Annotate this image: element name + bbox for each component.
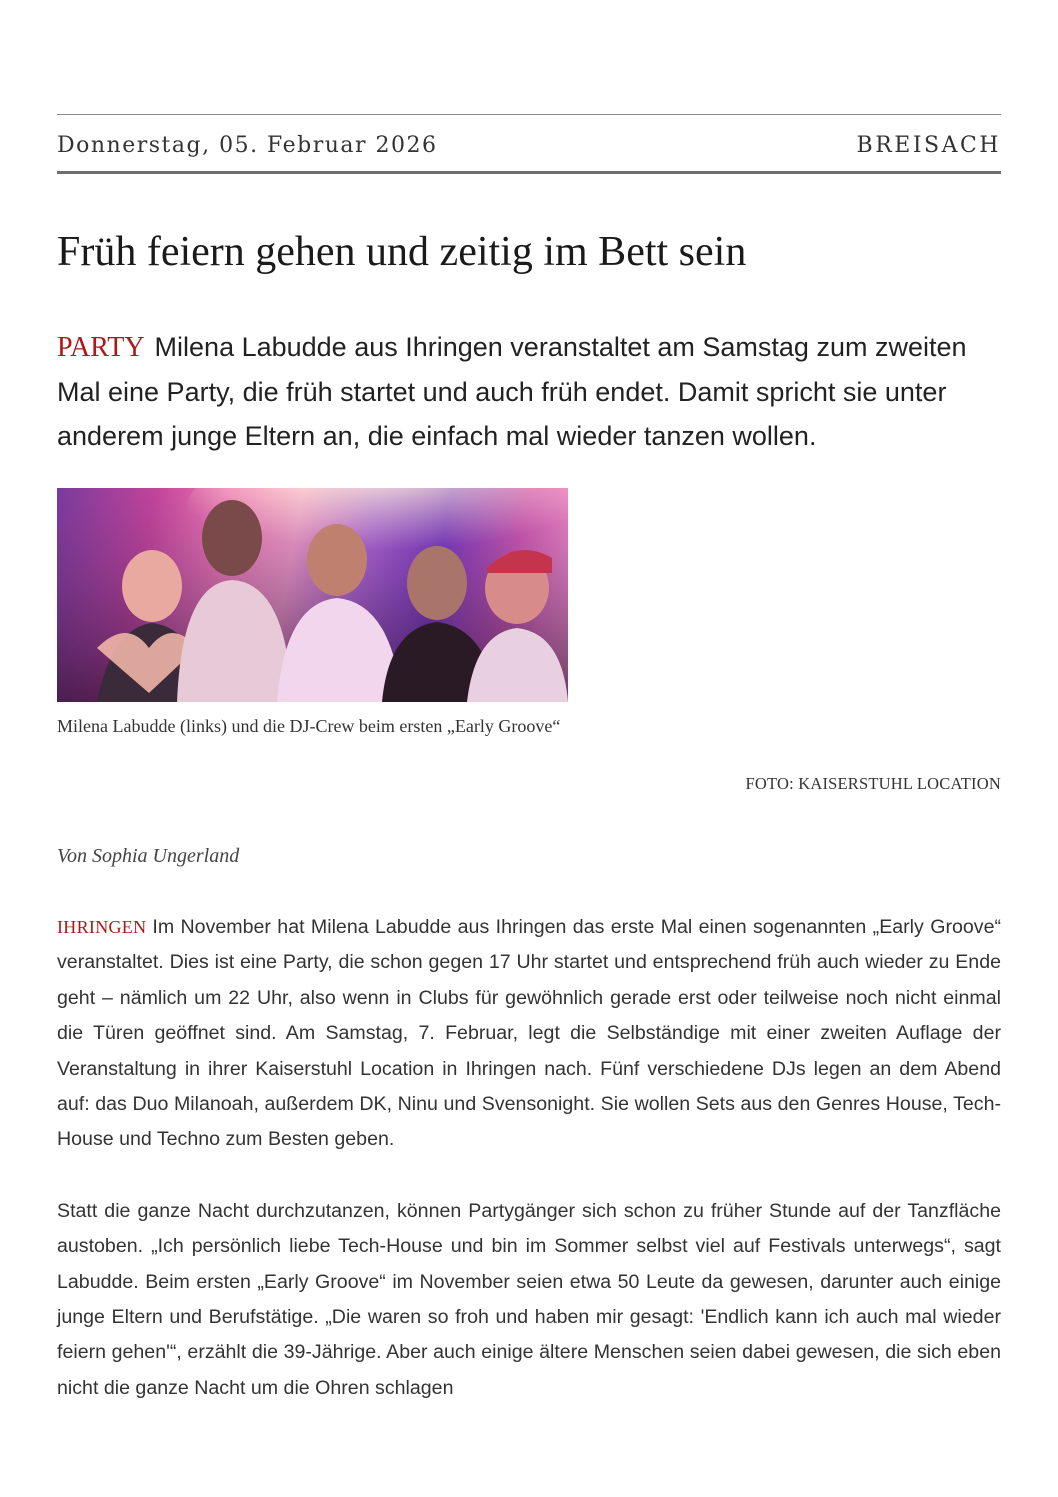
page-header — [57, 133, 1001, 163]
photo-credit: FOTO: KAISERSTUHL LOCATION — [745, 774, 1001, 793]
article-photo — [57, 488, 568, 702]
issue-date: Donnerstag, 05. Februar 2026 — [57, 133, 438, 158]
section-name: BREISACH — [856, 133, 1001, 158]
article-paragraph — [57, 910, 1001, 1158]
paragraph-text: Im November hat Milena Labudde aus Ihringen das erste Mal einen sogenannten „Early Groove“ veranstaltet. Dies ist eine Party, die schon gegen 17 Uhr startet und entsprechend früh auch wieder zu Ende geht – nämlich um 22 Uhr, also wenn in Clubs für gewöhnlich gerade erst oder teilweise noch nicht einmal die Türen geöffnet sind. Am Samstag, 7. Februar, legt die Selbständige mit einer zweiten Auflage der Veranstaltung in ihrer Kaiserstuhl Location in Ihringen nach. Fünf verschiedene DJs legen an dem Abend auf: das Duo Milanoah, außerdem DK, Ninu und Svensonight. Sie wollen Sets aus den Genres House, Tech-House und Techno zum Besten geben. — [57, 916, 1001, 1151]
dateline-place: IHRINGEN — [57, 917, 147, 937]
paragraph-text: Statt die ganze Nacht durchzutanzen, können Partygänger sich schon zu früher Stunde auf der Tanzfläche austoben. „Ich persönlich liebe Tech-House und bin im Sommer selbst viel auf Festivals unterwegs“, sagt Labudde. Beim ersten „Early Groove“ im November seien etwa 50 Leute da gewesen, darunter auch einige junge Eltern und Berufstätige. „Die waren so froh und haben mir gesagt: 'Endlich kann ich auch mal wieder feiern gehen'“, erzählt die 39-Jährige. Aber auch einige ältere Menschen seien dabei gewesen, die sich eben nicht die ganze Nacht um die Ohren schlagen — [57, 1199, 1001, 1399]
party-photo-illustration — [57, 488, 568, 702]
article-body — [57, 910, 1001, 1442]
article-byline: Von Sophia Ungerland — [57, 845, 240, 867]
photo-caption: Milena Labudde (links) und die DJ-Crew beim ersten „Early Groove“ — [57, 716, 561, 736]
teaser-text: Milena Labudde aus Ihringen veranstaltet am Samstag zum zweiten Mal eine Party, die früh startet und auch früh endet. Damit spricht sie unter anderem junge Eltern an, die einfach mal wieder tanzen wollen. — [57, 332, 967, 451]
article-headline: Früh feiern gehen und zeitig im Bett sein — [57, 229, 747, 275]
header-top-rule — [57, 114, 1001, 115]
article-teaser — [57, 325, 1001, 458]
teaser-kicker: PARTY — [57, 332, 145, 363]
article-paragraph — [57, 1194, 1001, 1406]
header-bottom-rule — [57, 171, 1001, 174]
